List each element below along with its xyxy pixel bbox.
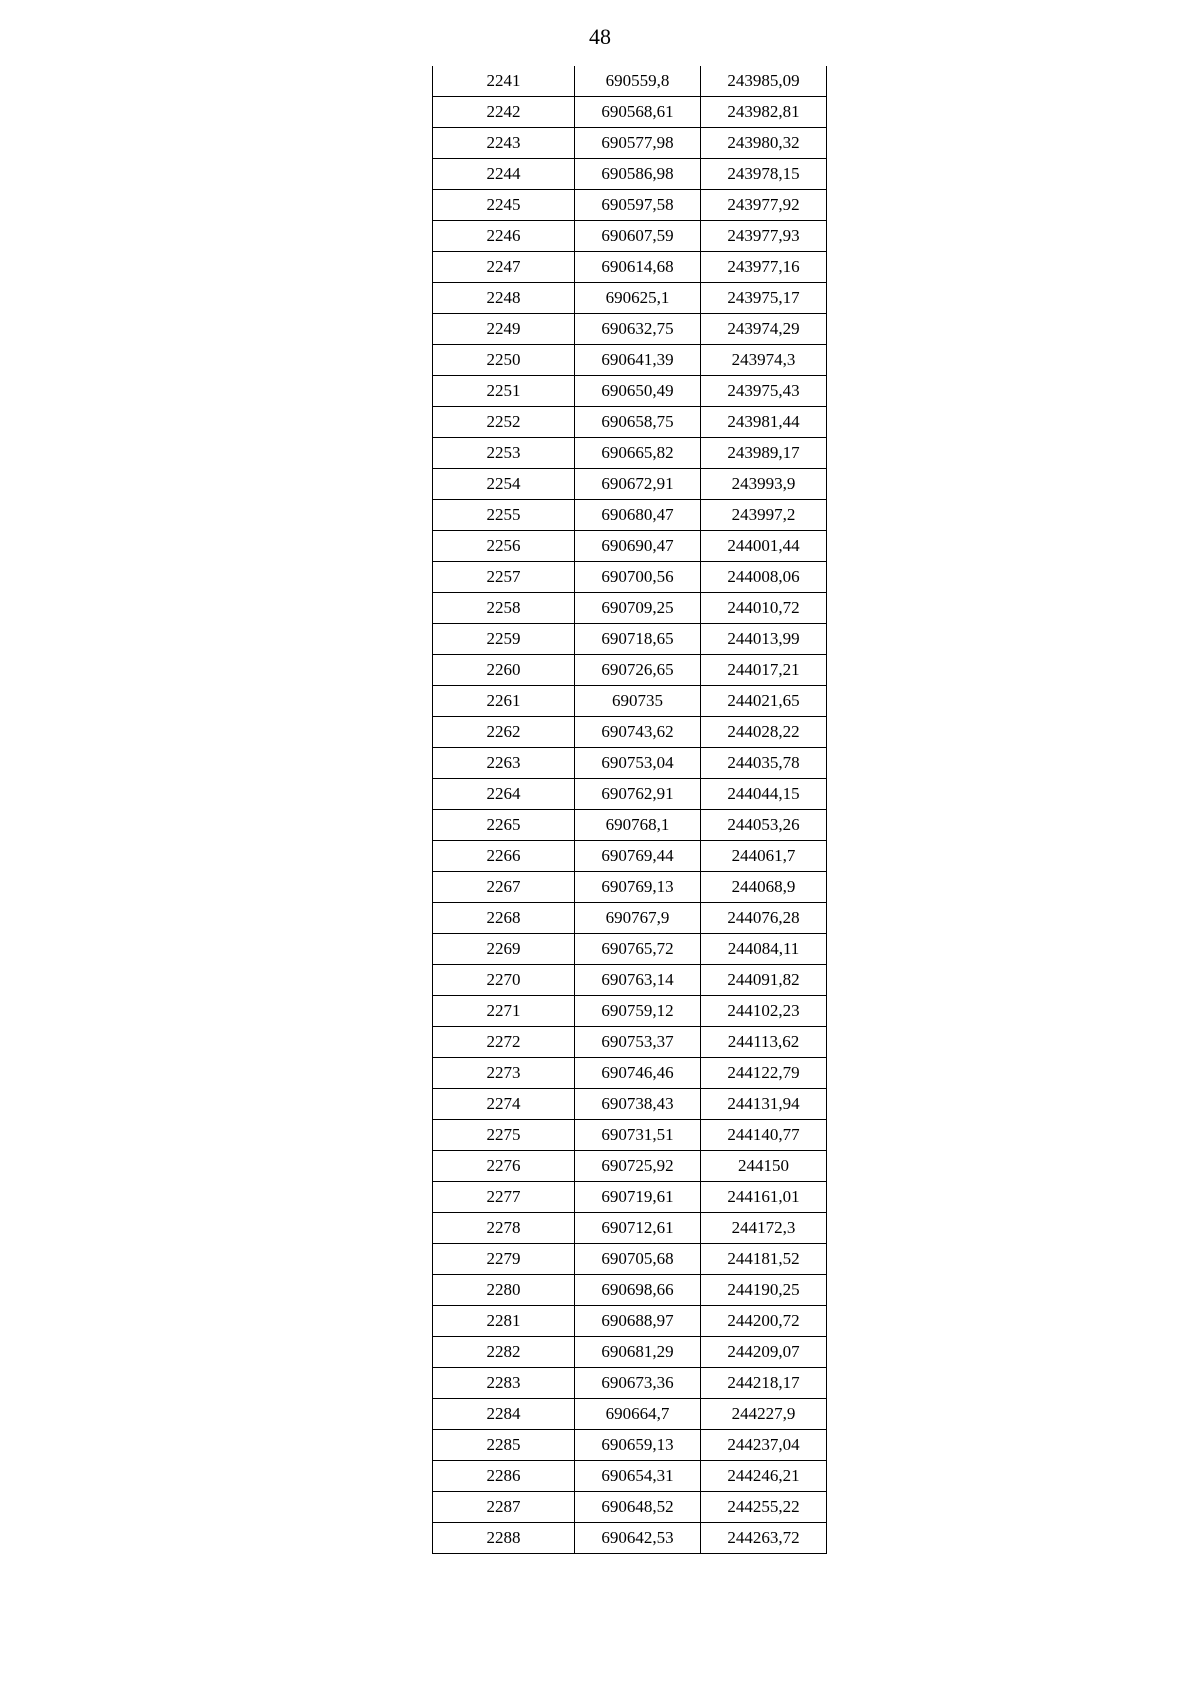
y-coordinate-cell: 244161,01 bbox=[701, 1182, 827, 1213]
point-number-cell: 2274 bbox=[433, 1089, 575, 1120]
x-coordinate-cell: 690738,43 bbox=[575, 1089, 701, 1120]
table-row bbox=[433, 1399, 827, 1430]
y-coordinate-cell: 244017,21 bbox=[701, 655, 827, 686]
x-coordinate-cell: 690759,12 bbox=[575, 996, 701, 1027]
point-number-cell: 2288 bbox=[433, 1523, 575, 1554]
x-coordinate-cell: 690743,62 bbox=[575, 717, 701, 748]
point-number-cell: 2256 bbox=[433, 531, 575, 562]
point-number-cell: 2245 bbox=[433, 190, 575, 221]
y-coordinate-cell: 244035,78 bbox=[701, 748, 827, 779]
point-number-cell: 2280 bbox=[433, 1275, 575, 1306]
y-coordinate-cell: 244200,72 bbox=[701, 1306, 827, 1337]
x-coordinate-cell: 690641,39 bbox=[575, 345, 701, 376]
point-number-cell: 2257 bbox=[433, 562, 575, 593]
x-coordinate-cell: 690698,66 bbox=[575, 1275, 701, 1306]
table-row bbox=[433, 1368, 827, 1399]
x-coordinate-cell: 690712,61 bbox=[575, 1213, 701, 1244]
point-number-cell: 2251 bbox=[433, 376, 575, 407]
table-row bbox=[433, 1089, 827, 1120]
y-coordinate-cell: 243974,29 bbox=[701, 314, 827, 345]
table-row bbox=[433, 717, 827, 748]
point-number-cell: 2269 bbox=[433, 934, 575, 965]
point-number-cell: 2249 bbox=[433, 314, 575, 345]
y-coordinate-cell: 243989,17 bbox=[701, 438, 827, 469]
table-row bbox=[433, 934, 827, 965]
x-coordinate-cell: 690673,36 bbox=[575, 1368, 701, 1399]
point-number-cell: 2267 bbox=[433, 872, 575, 903]
table-row bbox=[433, 965, 827, 996]
y-coordinate-cell: 244010,72 bbox=[701, 593, 827, 624]
table-row bbox=[433, 903, 827, 934]
y-coordinate-cell: 243977,92 bbox=[701, 190, 827, 221]
point-number-cell: 2261 bbox=[433, 686, 575, 717]
table-row bbox=[433, 1213, 827, 1244]
table-row bbox=[433, 407, 827, 438]
x-coordinate-cell: 690664,7 bbox=[575, 1399, 701, 1430]
point-number-cell: 2281 bbox=[433, 1306, 575, 1337]
x-coordinate-cell: 690719,61 bbox=[575, 1182, 701, 1213]
x-coordinate-cell: 690690,47 bbox=[575, 531, 701, 562]
point-number-cell: 2265 bbox=[433, 810, 575, 841]
y-coordinate-cell: 244068,9 bbox=[701, 872, 827, 903]
point-number-cell: 2282 bbox=[433, 1337, 575, 1368]
y-coordinate-cell: 243993,9 bbox=[701, 469, 827, 500]
table-row bbox=[433, 469, 827, 500]
table-row bbox=[433, 314, 827, 345]
table-row bbox=[433, 1120, 827, 1151]
x-coordinate-cell: 690559,8 bbox=[575, 66, 701, 97]
y-coordinate-cell: 244053,26 bbox=[701, 810, 827, 841]
table-row bbox=[433, 221, 827, 252]
point-number-cell: 2250 bbox=[433, 345, 575, 376]
y-coordinate-cell: 244181,52 bbox=[701, 1244, 827, 1275]
table-row bbox=[433, 159, 827, 190]
x-coordinate-cell: 690769,44 bbox=[575, 841, 701, 872]
table-row bbox=[433, 283, 827, 314]
point-number-cell: 2259 bbox=[433, 624, 575, 655]
point-number-cell: 2272 bbox=[433, 1027, 575, 1058]
point-number-cell: 2266 bbox=[433, 841, 575, 872]
table-row bbox=[433, 996, 827, 1027]
table-row bbox=[433, 1244, 827, 1275]
y-coordinate-cell: 243997,2 bbox=[701, 500, 827, 531]
y-coordinate-cell: 244008,06 bbox=[701, 562, 827, 593]
point-number-cell: 2275 bbox=[433, 1120, 575, 1151]
x-coordinate-cell: 690680,47 bbox=[575, 500, 701, 531]
y-coordinate-cell: 244131,94 bbox=[701, 1089, 827, 1120]
x-coordinate-cell: 690725,92 bbox=[575, 1151, 701, 1182]
point-number-cell: 2260 bbox=[433, 655, 575, 686]
point-number-cell: 2271 bbox=[433, 996, 575, 1027]
table-row bbox=[433, 531, 827, 562]
y-coordinate-cell: 244028,22 bbox=[701, 717, 827, 748]
x-coordinate-cell: 690568,61 bbox=[575, 97, 701, 128]
x-coordinate-cell: 690650,49 bbox=[575, 376, 701, 407]
point-number-cell: 2268 bbox=[433, 903, 575, 934]
y-coordinate-cell: 244150 bbox=[701, 1151, 827, 1182]
x-coordinate-cell: 690765,72 bbox=[575, 934, 701, 965]
table-row bbox=[433, 1430, 827, 1461]
point-number-cell: 2284 bbox=[433, 1399, 575, 1430]
x-coordinate-cell: 690735 bbox=[575, 686, 701, 717]
x-coordinate-cell: 690659,13 bbox=[575, 1430, 701, 1461]
x-coordinate-cell: 690597,58 bbox=[575, 190, 701, 221]
point-number-cell: 2247 bbox=[433, 252, 575, 283]
table-row bbox=[433, 1151, 827, 1182]
table-row bbox=[433, 562, 827, 593]
table-row bbox=[433, 1058, 827, 1089]
y-coordinate-cell: 244190,25 bbox=[701, 1275, 827, 1306]
y-coordinate-cell: 244246,21 bbox=[701, 1461, 827, 1492]
table-row bbox=[433, 1461, 827, 1492]
y-coordinate-cell: 244172,3 bbox=[701, 1213, 827, 1244]
x-coordinate-cell: 690769,13 bbox=[575, 872, 701, 903]
table-row bbox=[433, 190, 827, 221]
point-number-cell: 2254 bbox=[433, 469, 575, 500]
table-row bbox=[433, 655, 827, 686]
table-row bbox=[433, 66, 827, 97]
x-coordinate-cell: 690577,98 bbox=[575, 128, 701, 159]
point-number-cell: 2241 bbox=[433, 66, 575, 97]
y-coordinate-cell: 244001,44 bbox=[701, 531, 827, 562]
y-coordinate-cell: 244102,23 bbox=[701, 996, 827, 1027]
x-coordinate-cell: 690681,29 bbox=[575, 1337, 701, 1368]
y-coordinate-cell: 244013,99 bbox=[701, 624, 827, 655]
x-coordinate-cell: 690762,91 bbox=[575, 779, 701, 810]
y-coordinate-cell: 244044,15 bbox=[701, 779, 827, 810]
y-coordinate-cell: 244113,62 bbox=[701, 1027, 827, 1058]
y-coordinate-cell: 244237,04 bbox=[701, 1430, 827, 1461]
point-number-cell: 2287 bbox=[433, 1492, 575, 1523]
x-coordinate-cell: 690705,68 bbox=[575, 1244, 701, 1275]
y-coordinate-cell: 244140,77 bbox=[701, 1120, 827, 1151]
x-coordinate-cell: 690753,04 bbox=[575, 748, 701, 779]
table-row bbox=[433, 1275, 827, 1306]
point-number-cell: 2270 bbox=[433, 965, 575, 996]
point-number-cell: 2273 bbox=[433, 1058, 575, 1089]
y-coordinate-cell: 243977,16 bbox=[701, 252, 827, 283]
table-row bbox=[433, 593, 827, 624]
y-coordinate-cell: 243978,15 bbox=[701, 159, 827, 190]
x-coordinate-cell: 690607,59 bbox=[575, 221, 701, 252]
x-coordinate-cell: 690665,82 bbox=[575, 438, 701, 469]
x-coordinate-cell: 690625,1 bbox=[575, 283, 701, 314]
y-coordinate-cell: 244209,07 bbox=[701, 1337, 827, 1368]
table-row bbox=[433, 686, 827, 717]
table-row bbox=[433, 1027, 827, 1058]
point-number-cell: 2248 bbox=[433, 283, 575, 314]
point-number-cell: 2253 bbox=[433, 438, 575, 469]
table-row bbox=[433, 748, 827, 779]
table-row bbox=[433, 345, 827, 376]
point-number-cell: 2262 bbox=[433, 717, 575, 748]
coordinates-table bbox=[432, 66, 827, 1554]
y-coordinate-cell: 243977,93 bbox=[701, 221, 827, 252]
y-coordinate-cell: 244021,65 bbox=[701, 686, 827, 717]
x-coordinate-cell: 690768,1 bbox=[575, 810, 701, 841]
x-coordinate-cell: 690654,31 bbox=[575, 1461, 701, 1492]
point-number-cell: 2244 bbox=[433, 159, 575, 190]
x-coordinate-cell: 690709,25 bbox=[575, 593, 701, 624]
x-coordinate-cell: 690726,65 bbox=[575, 655, 701, 686]
x-coordinate-cell: 690614,68 bbox=[575, 252, 701, 283]
x-coordinate-cell: 690700,56 bbox=[575, 562, 701, 593]
table-row bbox=[433, 841, 827, 872]
table-row bbox=[433, 376, 827, 407]
y-coordinate-cell: 243980,32 bbox=[701, 128, 827, 159]
table-row bbox=[433, 1182, 827, 1213]
y-coordinate-cell: 244227,9 bbox=[701, 1399, 827, 1430]
coordinates-table-body bbox=[433, 66, 827, 1554]
x-coordinate-cell: 690688,97 bbox=[575, 1306, 701, 1337]
table-row bbox=[433, 779, 827, 810]
point-number-cell: 2252 bbox=[433, 407, 575, 438]
table-row bbox=[433, 500, 827, 531]
y-coordinate-cell: 244084,11 bbox=[701, 934, 827, 965]
y-coordinate-cell: 243975,43 bbox=[701, 376, 827, 407]
x-coordinate-cell: 690731,51 bbox=[575, 1120, 701, 1151]
table-row bbox=[433, 624, 827, 655]
y-coordinate-cell: 244255,22 bbox=[701, 1492, 827, 1523]
page-number: 48 bbox=[589, 24, 611, 49]
point-number-cell: 2286 bbox=[433, 1461, 575, 1492]
table-row bbox=[433, 252, 827, 283]
table-row bbox=[433, 1523, 827, 1554]
point-number-cell: 2278 bbox=[433, 1213, 575, 1244]
y-coordinate-cell: 244218,17 bbox=[701, 1368, 827, 1399]
table-row bbox=[433, 872, 827, 903]
y-coordinate-cell: 244263,72 bbox=[701, 1523, 827, 1554]
point-number-cell: 2264 bbox=[433, 779, 575, 810]
point-number-cell: 2255 bbox=[433, 500, 575, 531]
point-number-cell: 2277 bbox=[433, 1182, 575, 1213]
point-number-cell: 2246 bbox=[433, 221, 575, 252]
table-row bbox=[433, 128, 827, 159]
table-row bbox=[433, 810, 827, 841]
table-row bbox=[433, 97, 827, 128]
point-number-cell: 2276 bbox=[433, 1151, 575, 1182]
x-coordinate-cell: 690763,14 bbox=[575, 965, 701, 996]
y-coordinate-cell: 244076,28 bbox=[701, 903, 827, 934]
x-coordinate-cell: 690586,98 bbox=[575, 159, 701, 190]
point-number-cell: 2242 bbox=[433, 97, 575, 128]
table-row bbox=[433, 1306, 827, 1337]
point-number-cell: 2243 bbox=[433, 128, 575, 159]
x-coordinate-cell: 690658,75 bbox=[575, 407, 701, 438]
point-number-cell: 2279 bbox=[433, 1244, 575, 1275]
y-coordinate-cell: 243982,81 bbox=[701, 97, 827, 128]
y-coordinate-cell: 244061,7 bbox=[701, 841, 827, 872]
point-number-cell: 2263 bbox=[433, 748, 575, 779]
table-row bbox=[433, 1492, 827, 1523]
y-coordinate-cell: 243974,3 bbox=[701, 345, 827, 376]
table-row bbox=[433, 438, 827, 469]
x-coordinate-cell: 690753,37 bbox=[575, 1027, 701, 1058]
table-row bbox=[433, 1337, 827, 1368]
x-coordinate-cell: 690648,52 bbox=[575, 1492, 701, 1523]
y-coordinate-cell: 244122,79 bbox=[701, 1058, 827, 1089]
y-coordinate-cell: 244091,82 bbox=[701, 965, 827, 996]
y-coordinate-cell: 243985,09 bbox=[701, 66, 827, 97]
point-number-cell: 2285 bbox=[433, 1430, 575, 1461]
y-coordinate-cell: 243975,17 bbox=[701, 283, 827, 314]
x-coordinate-cell: 690746,46 bbox=[575, 1058, 701, 1089]
y-coordinate-cell: 243981,44 bbox=[701, 407, 827, 438]
x-coordinate-cell: 690642,53 bbox=[575, 1523, 701, 1554]
x-coordinate-cell: 690672,91 bbox=[575, 469, 701, 500]
x-coordinate-cell: 690632,75 bbox=[575, 314, 701, 345]
point-number-cell: 2283 bbox=[433, 1368, 575, 1399]
x-coordinate-cell: 690767,9 bbox=[575, 903, 701, 934]
point-number-cell: 2258 bbox=[433, 593, 575, 624]
x-coordinate-cell: 690718,65 bbox=[575, 624, 701, 655]
